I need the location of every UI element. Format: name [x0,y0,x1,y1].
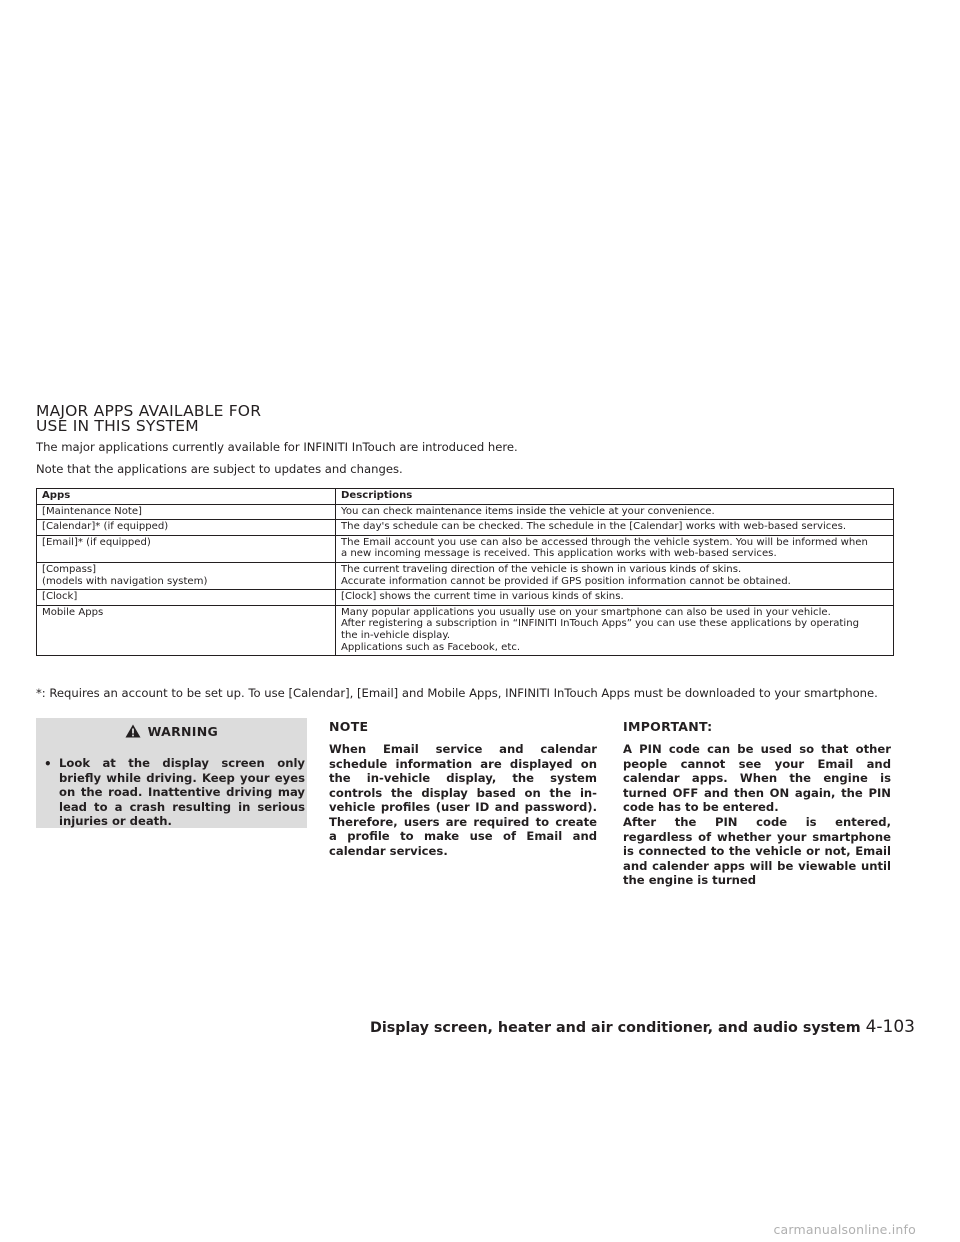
footnote: *: Requires an account to be set up. To use [Calendar], [Email] and Mobile Apps, INFINITI InTouch Apps must be downloaded to your smartphone. [36,686,878,700]
description-line: You can check maintenance items inside the vehicle at your convenience. [341,505,715,517]
description-cell [336,605,894,655]
description-line: The Email account you use can also be accessed through the vehicle system. You will be informed when [341,536,868,548]
note-heading: NOTE [329,719,369,734]
section-title [36,404,261,434]
intro-paragraph: The major applications currently available for INFINITI InTouch are introduced here. [36,440,518,454]
app-name-cell [37,590,336,606]
app-name-cell [37,562,336,589]
description-line: The current traveling direction of the vehicle is shown in various kinds of skins. [341,563,742,575]
description-line: Applications such as Facebook, etc. [341,641,521,653]
app-name-line: [Clock] [42,591,78,603]
warning-text: Look at the display screen only briefly while driving. Keep your eyes on the road. Inattentive driving may lead to a crash resulting in serious injuries or death. [59,756,305,828]
app-name-line: [Compass] [42,563,97,575]
table-header-row [37,489,894,505]
table-row [37,520,894,536]
description-line: After registering a subscription in “INFINITI InTouch Apps” you can use these applications by operating [341,618,859,630]
warning-title: WARNING [147,724,219,739]
column-header-apps: Apps [37,489,336,505]
description-line: The day's schedule can be checked. The schedule in the [Calendar] works with web-based services. [341,521,847,533]
important-heading: IMPORTANT: [623,719,713,734]
app-name-line: [Email]* (if equipped) [42,536,151,548]
description-cell [336,504,894,520]
description-line: Accurate information cannot be provided if GPS position information cannot be obtained. [341,575,791,587]
section-title-line-1: MAJOR APPS AVAILABLE FOR [36,402,262,420]
warning-header [36,724,307,739]
apps-table [36,488,894,656]
footer-chapter-title: Display screen, heater and air conditioner, and audio system [370,1020,861,1036]
app-name-line: (models with navigation system) [42,575,208,587]
description-line: a new incoming message is received. This application works with web-based services. [341,548,777,560]
note-text: When Email service and calendar schedule information are displayed on the in-vehicle display, the system controls the display based on the in-vehicle profiles (user ID and password). Therefore, users are required to create a profile to make use of Email and calendar services. [329,742,597,858]
page-number: 4-103 [865,1017,915,1037]
description-cell [336,562,894,589]
watermark: carmanualsonline.info [773,1222,916,1237]
app-name-line: [Maintenance Note] [42,505,142,517]
intro-note: Note that the applications are subject to updates and changes. [36,462,403,476]
description-cell [336,590,894,606]
page-footer [370,1017,915,1037]
description-line: [Clock] shows the current time in various kinds of skins. [341,591,624,603]
apps-table-body [37,504,894,656]
app-name-cell [37,535,336,562]
app-name-cell [37,504,336,520]
section-title-line-2: USE IN THIS SYSTEM [36,417,199,435]
table-row [37,504,894,520]
warning-bullet: • [44,757,52,771]
table-row [37,535,894,562]
column-header-descriptions: Descriptions [336,489,894,505]
app-name-cell [37,520,336,536]
table-row [37,605,894,655]
description-line: Many popular applications you usually use on your smartphone can also be used in your vehicle. [341,606,831,618]
table-row [37,590,894,606]
important-paragraph-2: After the PIN code is entered, regardless of whether your smartphone is connected to the vehicle or not, Email and calender apps will be viewable until the engine is turned [623,815,891,887]
warning-box [36,718,307,828]
warning-triangle-icon [125,724,141,738]
description-line: the in-vehicle display. [341,629,451,641]
app-name-line: Mobile Apps [42,606,104,618]
description-cell [336,520,894,536]
important-paragraph-1: A PIN code can be used so that other people cannot see your Email and calendar apps. When the engine is turned OFF and then ON again, the PIN code has to be entered. [623,742,891,814]
app-name-line: [Calendar]* (if equipped) [42,521,169,533]
description-cell [336,535,894,562]
table-row [37,562,894,589]
app-name-cell [37,605,336,655]
